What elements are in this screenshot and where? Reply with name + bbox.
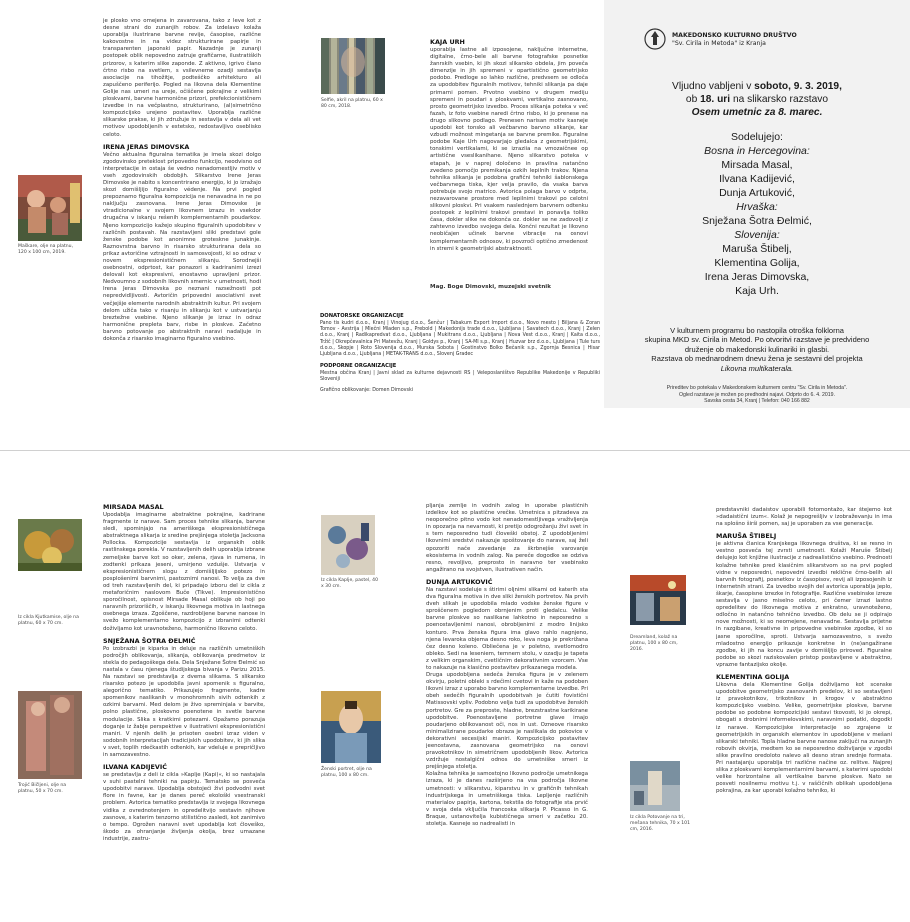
caption-kaja: Selfie, akril na platnu, 60 x 80 cm, 2018. bbox=[321, 98, 383, 109]
heading-irena: IRENA JERAS DIMOVSKA bbox=[103, 142, 190, 151]
org-name bbox=[672, 32, 797, 48]
invite-line1-pre: Vljudno vabljeni v bbox=[672, 81, 755, 92]
text-dunja: Na razstavi sodeluje s štirimi oljnimi slikami od katerih sta dva figuralna motiva in dve sliki ženskih portretov. Na prvih dveh slikah je upodobila mlado vodske ženske figure v sproščenem pogledom obrnjenim proti gledalcu. Velike barvne ploskve so naslikane lahkotno in neposredno s poenostavljenimi nanosi, obrobljenimi z modro linijsko konturo. Prva ženska figura ima glavo rahlo nagnjeno, njena levaroka objema desno roko, leva noga je prekrižana čez desno koleno. Obliečena je v poletno, svetlomodro obleko. Sedi na leseniem, temnem stolu, v ozadju je tapeta z velikim organskim, cvetličnim dekorativnim vzorcem. Vse to nakazuje na klasično postavitev prikazanega modela. Druga upodobljena sedeča ženska figura je v zelenem okvirju, poletni obleki s rdečimi cvetovi in kaže na podoben likovni izraz z uporabo barvno komplementarne izvedbe. Pri obeh sedečih figuralnih upodobitvah je čutiti fovistični Matissovski vpliv. Podobno velja tudi za upodobitve ženskih portretov. Gre za preproste, hladne, brezstrastne karikirane upodobitve. Poenostavljene portretne glave imajo poudarjeno oblikovanost oči, nos in ust. Ozneove risarsko minimalizirane poudarke obraza je naslikala do pokovice v dekorativni secesijski maniri. Kompozicijsko postavitev jeenostavna, zasnovana geometrijsko na osnovi pravokotnikov in simetričnem upodobljenih likov. Avtorica vzdržuje nostalgični odnos do umetniške smeri iz prejšnjega stoletja. Kolažna tehnika je samostojno likovno področje umetnikega izraza, ki je danes razširjeno na vsa področja likovne umetnosti: v slikarstvu, kiparstvu in v grafičnih tehnikah industrijskega in umetniškega tiska. Lepljenje različnih materialov papirja, kartona, tekstila do fotografije sta prvič v svoja dela vključila francoska slikarja P. Picasso in G. Braque, ustanovitelja kubističnega smeri v začetku 20. stoletja. Kasneje so nadrealisti in bbox=[426, 586, 588, 828]
text-ilvana: se predstavlja z deli iz cikla »Kaplje (Kapi)«, ki so nastajala v suhi pastelni tehniki na papirju. Tematsko se posveča upodobitvi narave. Upodablja obstojeći živi podvodni svet flore in favne, kar je danes pereč ekološki vsestranski problem. Avtorica tematiko predstavlja iz svojega likovnega vidika z ovrednotenjem in opredelitvijo sestavin njihove zasnove, s katerim tenzorno stilistično zasledi, kot zanimivo o tempo. Ogrožen naravni svet upodablja kot človeško, škodo za ohranjanje življenja okolja, brez umazane industrije, zastru- bbox=[103, 772, 265, 842]
participants-heading: Sodelujejo: bbox=[731, 131, 783, 143]
caption-marusa: Dreamland, kolaž na platnu, 100 x 80 cm, 2016. bbox=[630, 635, 678, 652]
artist-name: Snježana Šotra Đelmić, bbox=[702, 215, 812, 227]
artist-name: Kaja Urh. bbox=[735, 285, 779, 297]
program-line: Likovna multikaterala. bbox=[720, 363, 794, 373]
heading-marusa: MARUŠA ŠTIBELJ bbox=[716, 532, 777, 541]
heading-kaja: KAJA URH bbox=[430, 38, 465, 46]
program-text bbox=[604, 326, 910, 373]
artist-name: Maruša Štibelj, bbox=[722, 243, 792, 255]
country-slovenia: Slovenija: bbox=[734, 229, 780, 241]
sponsors-block bbox=[320, 312, 600, 412]
heading-ilvana: ILVANA KADIJEVIĆ bbox=[103, 763, 167, 772]
artwork-marusa-image bbox=[630, 575, 686, 625]
program-line: skupina MKD sv. Cirila in Metod. Po otvoritvi razstave je predvideno bbox=[644, 335, 870, 345]
heading-mirsada: MIRSADA MASAL bbox=[103, 503, 164, 511]
bottom-column-left bbox=[103, 503, 265, 921]
exhibition-title: Osem umetnic za 8. marec. bbox=[691, 107, 823, 118]
bottom-column-middle bbox=[426, 503, 588, 921]
artist-name: Dunja Artuković, bbox=[719, 187, 795, 199]
page-gap bbox=[0, 425, 910, 450]
artwork-irena-image bbox=[18, 175, 82, 241]
venue-info bbox=[604, 385, 910, 405]
org-title: MAKEDONSKO KULTURNO DRUŠTVO bbox=[672, 32, 797, 39]
artwork-klementina-image bbox=[630, 761, 680, 811]
society-logo-icon bbox=[644, 28, 666, 50]
text-marusa: je aktivna članica Kranjskega likovnega društva, ki se resno in vestno posveča tej zvrsti umetnosti. Kolaži Maruše Štibelj delujejo kot knjižne ilustracije z nadrealistično vsebino. Prednosti kolažne tehnike pred klasičnim slikarstvom so na prvi pogled vidne v neposredni, nepovedni izvedbi reklične črno-belih ali barvnih fotografij, posnetkov iz časopisov, revij ali izposojenih iz internetnih strani. Za izvedbo svojih del avtorica uporablja jeplo, škarje, časopisne izrezke in fotografije. Različne vsebinske izreze sestavlja v jasno miselno celoto, pri čemer izrazi lastno opredelitev do likovnega motiva z enkratno, uravnoteženo, odločno in natančno tehnično izvedbo. Ob delu se ji odpirajo nove možnosti, ki so neomejene, nenavadne. Sestavlja prijetne in razgibane, kreativne in pripovedne vsebinske zgodbe, ki so jasne sporočilne, sproti. Ustvarja samozavestno, s svežo mladostno energijo prikazuje konkretne in (ne)angažirane zgodbe, ki jih na koncu zavije v domišljijo priroved. Figuralne podobe so skozi raziskovalen pristop postavljene v abstraktno, vpraznе fantazijsko okolje. bbox=[716, 541, 892, 668]
venue-line: Ogled razstave je možen po predhodni najavi. Odprto do 6. 4. 2019. bbox=[678, 391, 835, 398]
artist-name: Irena Jeras Dimovska, bbox=[704, 271, 810, 283]
design-credit: Grafično oblikovanje: Domen Dimovski bbox=[320, 387, 414, 393]
artwork-kaja-image bbox=[321, 38, 385, 94]
invite-date: soboto, 9. 3. 2019, bbox=[754, 81, 842, 92]
artwork-ilvana-image bbox=[321, 515, 375, 575]
invite-line2-post: na slikarsko razstavo bbox=[730, 94, 829, 105]
caption-dunja: Ženski portret, olje na platnu, 100 x 80 cm. bbox=[321, 767, 372, 778]
invite-time: 18. uri bbox=[700, 94, 731, 105]
text-irena: Večno aktualna figuralna tematika je imela skozi dolgo zgodovinsko preteklost pripovedno funkcijo, neodvisno od interpretacije in ostaja še vedno nenadomestljiv motiv v vseh zgodovinskih obdobjih. Slikarstvo Irene Jeras Dimovske je nabito s koncentrirano energijo, ki jo izražajo skozi domišljijo figuralno védenje. Na prvi pogled prepoznamo figuralna kompozicija ne nenavadna in ne po naključju zasnovana. Irene Jeras Dimovske je vtradicionalne v svojem likovnem izrazu in vsekdor drugačna v iskanju rešenih komplementarnih poudarkov. Njeno kompozicijo kažejo skupino figuralnih upodobitev v različnih postavah. Na razstavljeni sliki predstavi gole ženske podobe kot anonimne groteskne junakinje. Raznovrstna barvno in risarsko strukturirana dela so prikaz avtoričine vztrajnosti in samosvojosti, ki so odraz v novem ekspresionističnem slikanju. Sorodnejši osebnostni, odprtost, kar ponazori s kadriranimi izrezi delovali kot ekspresivni, enostavno upravljeni prizor. Nedvoumno z sodobnih likovnih smernic v umetnosti, hodi Irena Jeras Dimovska po neznani razsežnosti pot nepredvidljivosti. Avtoričin pripovedni asociativni svet večjejšje elemente narodnih abstraktnih kultur. Pri svojem delom užiča tako v risanju in slikanju kot v ustvarjanju breztežne vsebine. Njeno slikanje je izraz in odraz harmonične prepleta barv, risbe in ploskve. Začetno barvno potovanje po abstraktnih naravi nadaljuje in dokonča z risarsko imaginarno figuralno vsebino. bbox=[103, 151, 261, 343]
invitation-text bbox=[604, 80, 910, 119]
program-line: Razstava ob mednarodnem dnevu žena je sestavni del projekta bbox=[651, 354, 863, 364]
support-list: Mestna občina Kranj | Javni sklad za kulturne dejavnosti RS | Veleposlaništvo Republike Makedonije v Republiki Sloveniji bbox=[320, 371, 600, 383]
text-snjezana: Po izobrazbi je kiparka in deluje na različnih umetniških področjih oblikovanja, slikanja, oblikovanja predmetov iz stekla do pedagoškega dela. Dela Snježane Šotre Đelmić so nastala v času njenega študijskega bivanja v Parizu 2015. Na razstavi se predstavlja z dvema slikama. S slikarsko risarsko potezo je upodobila javni spomenik s figuralno, alegorično tematiko. Prikazujejo fragmente, kadre spomenikov naslikanih v monohromnih sivih odtenkih z ozkimi barvami. Med delom je živo spreminjala v barvite, polno plastične, ploskovno poenotene in svetle barvne modulacije. Slika s kratkimi potezami. Opažamo porazuja doganje iz žabje perspektive v ilustrativni ekspresionistični maniri. V njenih delih je prisoten osebni izraz viden v sodobnih interpretacijah tradicijskih upodobitev, ki jih slika v svet, toplih rdečkastih odtenkih, kar vdeluje e prepričljivo in samozavestno. bbox=[103, 645, 265, 758]
heading-donors: DONATORSKE ORGANIZACIJE bbox=[320, 313, 404, 319]
bottom-column-right bbox=[716, 507, 892, 921]
artwork-mirsada-image bbox=[18, 519, 82, 571]
heading-support: PODPORNE ORGANIZACIJE bbox=[320, 363, 397, 370]
program-line: V kulturnem programu bo nastopila otroška folklorna bbox=[670, 326, 844, 335]
artist-name: Klementina Golija, bbox=[714, 257, 800, 269]
caption-irena: Maškare, olje na platnu, 120 x 100 cm, 2019. bbox=[18, 244, 74, 255]
caption-mirsada: Iz cikla Kjutkamise, olje na platnu, 60 x 70 cm. bbox=[18, 615, 79, 626]
text-mirsada: Upodablja imaginarne abstraktne pokrajine, kadrirane fragmente iz narave. Sam proces tehnike slikanja, barvne sledi, spominjajo na ameriškega ekspresionističnega abstraktnega slikarja iz sredine prejšnjega stoletja Jacksona Pollocka. Kompozicije sestavlja iz organskih oblik rastlinskega porekla. V razstavljenih delih uporablja izbrane zemeljske barve kot so oker, zelena, rjava in rumena, in zodtenki prikaza jeseni, umirjeno vzdušje. Ustvarja v ekspresionističnem slogu z domišljijsko potezo in posplošenimi barvnimi, pastoznimi nanosi. To velja za dve od treh razstavljenih del, ki pripadajo izboru del iz cikla z metaforičnim naslovom Buče (Tikve). Impresionistično sporočilnost, opisnost Mirsade Masal oblikuje ob hoji po naravnih prizoriščih, v iskanju likovnega motiva in lastnega osebnega izraza. Zgoščene, razdrobljene barvne nanose in svežo komplementarno kompozicijo z izbranimi odtenki doživljamo kot uravnoteženo, harmonično likovno celoto. bbox=[103, 512, 265, 632]
venue-line: Prireditev bo potekala v Makedonskem kulturnem centru "Sv. Cirila in Metoda". bbox=[666, 385, 848, 391]
signature: Mag. Boge Dimovski, muzejski svetnik bbox=[430, 284, 551, 290]
participants-list bbox=[604, 130, 910, 298]
artist-name: Ilvana Kadijević, bbox=[719, 173, 795, 185]
text-ilvana-cont: pljanja zemlje in vodnih zalog in uporabe plastičnih izdelkov kot so plastične vrečke. Umetnica s pitzadeva za neoporečno pitno vodo kot nenadomestljivega vraživljenja in opozarja na nevarnosti, ki pretijo odogrožanju živi svet in s tem neposredno tudi človeški obstoj. Z upodobljenimi likovnimi sredstvi nakazuje spoštovanje do narave, saj želi opozoriti nače zavedanje za škrbnejše varovanje ekosistema in vodnih zalog. Na pereče dogodke se odziva resno, revoljivo, preprosto in naravno ter vsebinsko angažirano na svojstven, ilustrativen način. bbox=[426, 503, 588, 573]
heading-dunja: DUNJA ARTUKOVIĆ bbox=[426, 577, 493, 586]
venue-line: Savska cesta 34, Kranj | Telefon: 040 166 882 bbox=[704, 398, 810, 405]
artist-name: Mirsada Masal, bbox=[721, 159, 793, 171]
column-middle bbox=[430, 38, 588, 300]
text-collage-cont: predstavniki dadaistov uporabili fotomontažo, kar štejemo kot »dadaistični izum«. Kolaž je nepogrešljiv v izobraževanju in ima na splošno širši pomen, saj je uporaben za vse generacije. bbox=[716, 507, 892, 528]
program-line: druženje ob makedonski kulinariki in glasbi. bbox=[684, 344, 830, 354]
country-croatia: Hrvaška: bbox=[736, 201, 778, 213]
text-kaja: uporablja lastne ali izposojene, naključne internetne, digitalne, črno-bele ali barvne fotografske posnetke žanrskih vsebin, ki jih skozi slikarsko obdela, jim poveča dimenzije in jih spremeni v opartistično geometrijsko podobo. Predloge so lahko različne, predvsem se odloča za upodobitev figuralnih motivov, tehniki slikanja pa daje primarni pomen. Prvotno vsebino v drugem mediju spremeni in poudari s ploskvami, vertikalno zasnovano, prosto geometrijsko izvedbo. Proces slikanja poteka v več fazah, iz foto vsebine naredi črtno risbo, ki jo prenese na drugo slikovno podlago. Prenesen narisan motiv kasneje upodobi kot tonsko ali večbarvno barvno slikanje, kar vzbudi možnost mingetanja se barvne premike. Figuralne podobe Kaje Urh nagovarjajo gledalca z geometrijskimi, tonskimi vertikalami, ki se izraziia na vmozaičnee op artistične vseslikanihane. Njeno slikarstvo poteka v etapah, je v naprej določeno in pravilna natančno zvedeno pomočjo premikanja ozkih lepilnih trakov. Njena tehnika slikanja je podobna grafični tehniki šablonskega večbarvnega tiska, kjer velja pravilo, da vsaka barva potrebuje svojo matrico. Avtorica polaga barvo v odprte, nezavarovane prostore med lepilnimi trakovi po celotni slikovni ploskvi. Pri vsakem naslednjem barvnem odtenku postopek z lepilnimi trakovi prestavi in ponavlja toliko časa, dokler slike ne dokonča oz. dokler se ne zadovolji z zahtevno izvedbo svojega dela. Končni rezultat je likovno neobičajen učinek barvne vibracije na osnovi komplementarnih odnosov, ki povzroči optično zmedenost in stremi k geometrijski abstraktnosti. bbox=[430, 47, 588, 252]
text-klementina: Likovna dela Klementine Golija doživljamo kot scenske upodobitve geometrijsko zasnovanih predelov, ki so sestavljeni iz pravokotnikov, trikotnikov in krogov v abstraktno kompozicijsko vsebino. Velike, geometrijske ploskve, barvne podobe so podobne kompozicijski sestavi tkovosti, ki jo okrepi, obogati s drobnimi informelovskimi, naravnimi podatki, dogodki iz narave. Kompozicijske interpretacije so zgrajene iz geometrijskih in organskih elementov in upodobljene v mešani slikarski tehniki. Topla hladne barvne nanose zaključi na zunanjih robovih okvirja, medtem ko se neposredno doživljanje v zgodbi slike pravilno oredoloto nalevo ali desno stran srednje formata. Pri nastajanju uporablja tri različne načine oz. relitve. Najprej slika z ploskvami komplementarnimi barvami, s katerimi upodobi velike horizontalne ali vertikalne barvne ploskve. Nato se posveti nosilnemu motivu t.j. v raščičnih oblikah upodobljena pokrajina, za kar uporabi kolažno tehniko, ki bbox=[716, 681, 892, 795]
page-spread-top bbox=[0, 0, 910, 425]
heading-snjezana: SNJEŽANA ŠOTRA ĐELMIĆ bbox=[103, 636, 196, 645]
artwork-snjezana-image bbox=[18, 691, 82, 779]
caption-klementina: Iz cikla Potovanje na tri, mešana tehnika, 70 x 101 cm, 2016. bbox=[630, 815, 690, 832]
invite-line2-pre: ob bbox=[685, 94, 701, 105]
page-spread-bottom bbox=[0, 450, 910, 922]
heading-klementina: KLEMENTINA GOLIJA bbox=[716, 672, 790, 681]
donors-list: Pano tis kudri d.o.o., Kranj | Vinojug d.o.o., Šenčur | Tabakum Export Import d.o.o., Novo mesto | Biljana & Zoran Tomov - Avstrija | Mlečni Mladen s.p., Prebold | Makedonijs trade d.o.o., Ljubljana | Savatech d.o.o., Kranj | Zelen d.o.o., Kranj | Radikapredvat d.o.o., Ljubljana | Mukitrans d.o.o., Ljubljana | Nova Vest d.o.o., Kranj | Kaita d.o.o., Tržič | Okrepčevalnica Pri Matevžu, Kranj | Goldys p., Kranj | SA-MI s.p., Kranj | Huzvar brz d.o.o., Ljubljana | Tule turs d.o.o., Skopje | Roto Slovenija d.o.o., Murska Sobota | Gostinstvo Bolko Bečanik s.p., Zgornja Besnica | Hisar Ljubljana d.o.o., Ljubljana | METAK-TRANS d.o.o., Slovenj Gradec bbox=[320, 321, 600, 358]
org-subtitle: "Sv. Cirila in Metoda" iz Kranja bbox=[672, 40, 766, 47]
country-bih: Bosna in Hercegovina: bbox=[704, 145, 810, 157]
artwork-dunja-image bbox=[321, 691, 381, 763]
text-intro-klementina: je plosko vno omejena in zavarovana, tako z leve kot z desne strani do zunanjih robov. Za izdelavo kolaža uporablja ilustrirane barvne revije, časopise, različne kakovostne in na videz strukturirane papirje in transparenten japonski papir. Nazadnje je zunanji postopek oblik nepovedno zatruje grafičarne, ilustratiških prizorov, s katerim slike zaponde. Z aktivno, igrivo člano črtno risbo na svetlem, s vsilevneme ozadji sestavlja asociacije na tihožitje, podteščko arhitekturo ali zapuščeno periferijo. Pogled na likovna dela Klementine Golije nas umeri na ureje, očiščene pokrajine z velikimi ploskvami, barvne harmonične prizori, prefekcionističnem izvedbe in na večplastno, strukturirano, (al)simetrično kompozicijsko urejeno postavitev. Uporablja različne slikarske prakse, ki jih združuje in sestavlja v dela ali vet motivov upodobljenih v estetsko, redostavljivo oseblisko celoto. bbox=[103, 18, 261, 138]
caption-snjezana: Trojić Bičljeni, olje na platnu, 50 x 70 cm. bbox=[18, 783, 67, 794]
invitation-panel bbox=[604, 0, 910, 408]
column-left bbox=[103, 18, 261, 418]
caption-ilvana: Iz cikla Kaplje, pastel, 40 x 30 cm. bbox=[321, 578, 378, 589]
